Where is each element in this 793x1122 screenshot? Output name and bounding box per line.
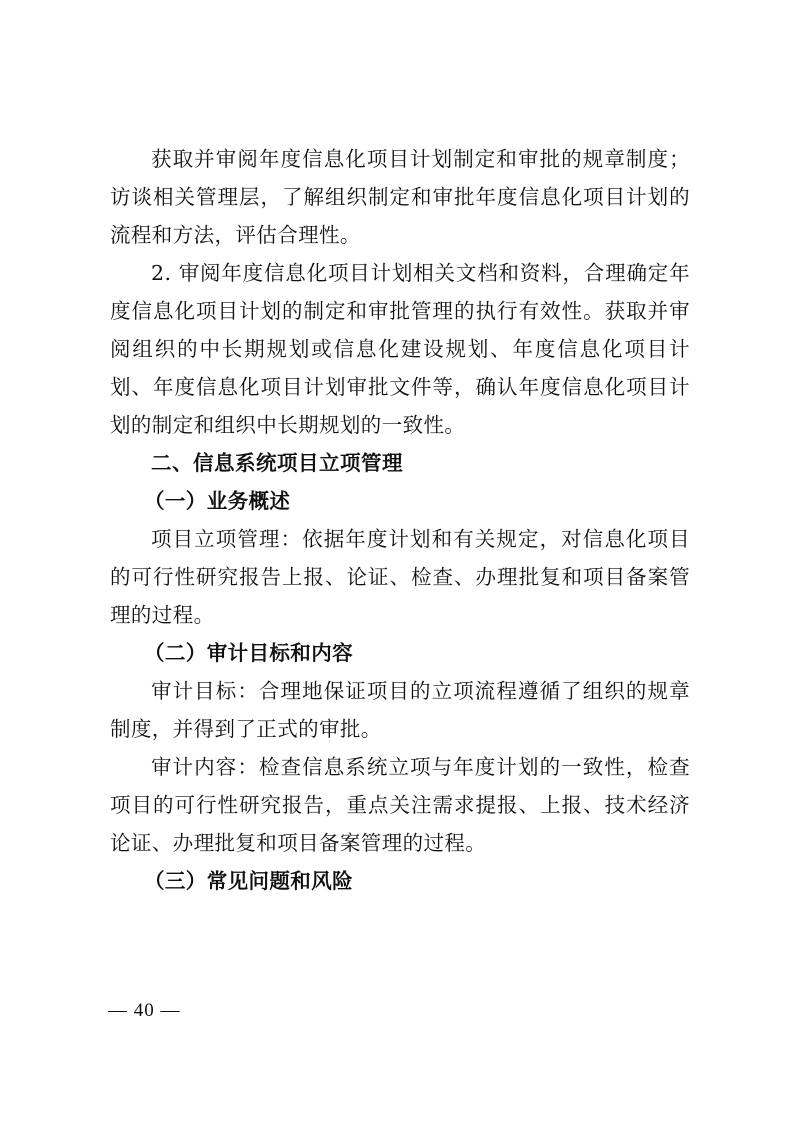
subsection-heading-business-overview: （一）业务概述 bbox=[144, 489, 291, 513]
paragraph-review-documents: 2. 审阅年度信息化项目计划相关文档和资料，合理确定年度信息化项目计划的制定和审批管理的执行有效性。获取并审阅组织的中长期规划或信息化建设规划、年度信息化项目计划、年度信息化项目计划审批文件等，确认年度信息化项目计划的制定和组织中长期规划的一致性。 bbox=[110, 261, 690, 437]
subsection-heading-common-risks: （三）常见问题和风险 bbox=[144, 869, 353, 893]
paragraph-initiation-definition: 项目立项管理：依据年度计划和有关规定，对信息化项目的可行性研究报告上报、论证、检查、办理批复和项目备案管理的过程。 bbox=[110, 527, 690, 627]
paragraph-audit-content: 审计内容：检查信息系统立项与年度计划的一致性，检查项目的可行性研究报告，重点关注需求提报、上报、技术经济论证、办理批复和项目备案管理的过程。 bbox=[110, 755, 690, 855]
paragraph-audit-objective: 审计目标：合理地保证项目的立项流程遵循了组织的规章制度，并得到了正式的审批。 bbox=[110, 679, 690, 741]
page-number: — 40 — bbox=[108, 1000, 181, 1021]
section-heading-project-initiation: 二、信息系统项目立项管理 bbox=[151, 451, 403, 475]
document-body bbox=[110, 140, 690, 900]
subsection-heading-audit-objectives: （二）审计目标和内容 bbox=[144, 641, 353, 665]
paragraph-procedure: 获取并审阅年度信息化项目计划制定和审批的规章制度；访谈相关管理层，了解组织制定和审批年度信息化项目计划的流程和方法，评估合理性。 bbox=[110, 147, 690, 247]
